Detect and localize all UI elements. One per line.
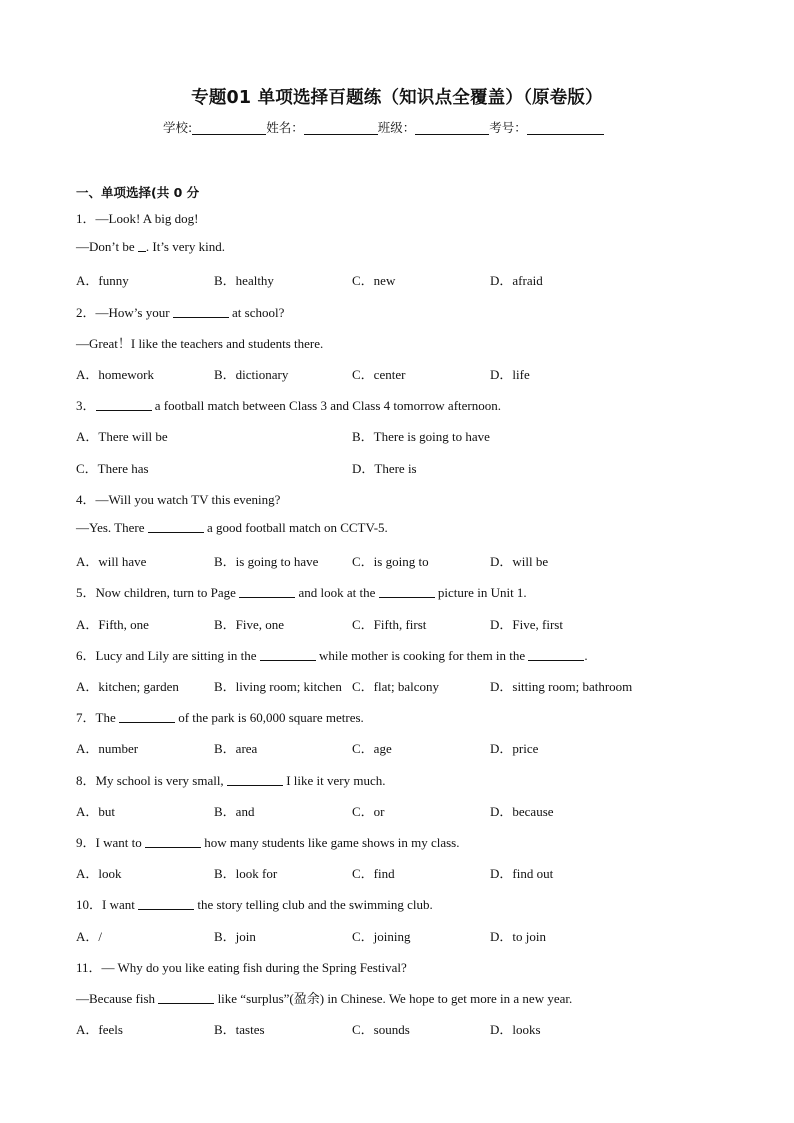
q6-option-b[interactable]: B．living room; kitchen bbox=[214, 679, 342, 694]
q10-option-b[interactable]: B．join bbox=[214, 929, 256, 944]
question-11-stem: 11．— Why do you like eating fish during the Spring Festival? bbox=[76, 960, 407, 975]
q3-text-post: a football match between Class 3 and Class 4 tomorrow afternoon. bbox=[151, 398, 501, 413]
class-blank[interactable] bbox=[415, 120, 489, 135]
q11-option-a[interactable]: A．feels bbox=[76, 1022, 123, 1037]
q3-option-d[interactable]: D．There is bbox=[352, 461, 417, 476]
q10-option-a[interactable]: A．/ bbox=[76, 929, 103, 944]
answer-blank bbox=[379, 585, 435, 598]
q11-text-post: like “surplus”(盈余) in Chinese. We hope to get more in a new year. bbox=[214, 991, 573, 1006]
q9-option-d[interactable]: D．find out bbox=[490, 866, 554, 881]
q7-text-pre: 7．The bbox=[76, 710, 119, 725]
question-2-line2: —Great！I like the teachers and students there. bbox=[76, 336, 324, 351]
q10-option-c[interactable]: C．joining bbox=[352, 929, 411, 944]
q9-option-b[interactable]: B．look for bbox=[214, 866, 278, 881]
q11-option-d[interactable]: D．looks bbox=[490, 1022, 541, 1037]
q2-option-d[interactable]: D．life bbox=[490, 367, 530, 382]
answer-blank bbox=[239, 585, 295, 598]
q5-option-d[interactable]: D．Five, first bbox=[490, 617, 563, 632]
q7-option-d[interactable]: D．price bbox=[490, 741, 539, 756]
exam-no-blank[interactable] bbox=[527, 120, 604, 135]
exam-no-label: 考号： bbox=[489, 120, 527, 135]
q2-option-b[interactable]: B．dictionary bbox=[214, 367, 289, 382]
q8-option-c[interactable]: C．or bbox=[352, 804, 385, 819]
question-8-stem bbox=[76, 770, 385, 789]
q4-option-b[interactable]: B．is going to have bbox=[214, 554, 319, 569]
answer-blank bbox=[528, 648, 584, 661]
q4-option-c[interactable]: C．is going to bbox=[352, 554, 429, 569]
q5-option-c[interactable]: C．Fifth, first bbox=[352, 617, 427, 632]
section-title: 一、单项选择(共 0 分 bbox=[76, 185, 200, 200]
question-4-line2 bbox=[76, 520, 388, 536]
class-label: 班级： bbox=[377, 120, 416, 135]
q3-text-pre: 3． bbox=[76, 398, 96, 413]
school-label: 学校: bbox=[163, 120, 193, 135]
q4-option-d[interactable]: D．will be bbox=[490, 554, 549, 569]
question-9-stem bbox=[76, 832, 460, 851]
answer-blank bbox=[138, 897, 194, 910]
q7-text-post: of the park is 60,000 square metres. bbox=[174, 710, 364, 725]
q2-text-pre: 2．—How’s your bbox=[76, 305, 173, 320]
q4-text-post: a good football match on CCTV-5. bbox=[203, 520, 388, 535]
q9-text-post: how many students like game shows in my class. bbox=[200, 835, 460, 850]
q6-text-pre: 6．Lucy and Lily are sitting in the bbox=[76, 648, 260, 663]
q3-option-c[interactable]: C．There has bbox=[76, 461, 149, 476]
q10-text-post: the story telling club and the swimming club. bbox=[194, 897, 433, 912]
q11-option-c[interactable]: C．sounds bbox=[352, 1022, 410, 1037]
q4-text-pre: —Yes. There bbox=[76, 520, 148, 535]
answer-blank bbox=[227, 773, 283, 786]
answer-blank bbox=[260, 648, 316, 661]
question-6-stem bbox=[76, 645, 588, 664]
q4-option-a[interactable]: A．will have bbox=[76, 554, 147, 569]
question-1-stem: 1．—Look! A big dog! bbox=[76, 211, 199, 226]
q8-option-b[interactable]: B．and bbox=[214, 804, 255, 819]
q2-option-a[interactable]: A．homework bbox=[76, 367, 154, 382]
q5-option-a[interactable]: A．Fifth, one bbox=[76, 617, 149, 632]
name-blank[interactable] bbox=[304, 120, 378, 135]
q6-option-a[interactable]: A．kitchen; garden bbox=[76, 679, 179, 694]
q1-option-c[interactable]: C．new bbox=[352, 273, 396, 288]
q7-option-b[interactable]: B．area bbox=[214, 741, 258, 756]
question-4-stem: 4．—Will you watch TV this evening? bbox=[76, 492, 281, 507]
student-info-line bbox=[163, 118, 604, 136]
q2-text-post: at school? bbox=[228, 305, 285, 320]
q5-text-post: picture in Unit 1. bbox=[434, 585, 527, 600]
q3-option-b[interactable]: B．There is going to have bbox=[352, 429, 490, 444]
answer-blank bbox=[119, 710, 175, 723]
q11-option-b[interactable]: B．tastes bbox=[214, 1022, 265, 1037]
q5-text-mid: and look at the bbox=[295, 585, 379, 600]
q8-text-post: I like it very much. bbox=[282, 773, 386, 788]
answer-blank bbox=[145, 835, 201, 848]
question-1-line2 bbox=[76, 239, 225, 255]
q1-text-pre: —Don’t be bbox=[76, 239, 138, 254]
name-label: 姓名： bbox=[266, 120, 304, 135]
answer-blank bbox=[138, 239, 146, 252]
q3-option-a[interactable]: A．There will be bbox=[76, 429, 168, 444]
question-2-stem bbox=[76, 302, 284, 321]
q9-option-c[interactable]: C．find bbox=[352, 866, 395, 881]
q1-option-a[interactable]: A．funny bbox=[76, 273, 129, 288]
question-7-stem bbox=[76, 707, 364, 726]
q5-option-b[interactable]: B．Five, one bbox=[214, 617, 285, 632]
q7-option-a[interactable]: A．number bbox=[76, 741, 139, 756]
answer-blank bbox=[96, 398, 152, 411]
q9-text-pre: 9．I want to bbox=[76, 835, 145, 850]
q10-text-pre: 10．I want bbox=[76, 897, 139, 912]
answer-blank bbox=[158, 991, 214, 1004]
q8-option-a[interactable]: A．but bbox=[76, 804, 116, 819]
q8-text-pre: 8．My school is very small, bbox=[76, 773, 227, 788]
q2-option-c[interactable]: C．center bbox=[352, 367, 406, 382]
q6-text-mid: while mother is cooking for them in the bbox=[315, 648, 529, 663]
q9-option-a[interactable]: A．look bbox=[76, 866, 122, 881]
answer-blank bbox=[173, 305, 229, 318]
q1-option-b[interactable]: B．healthy bbox=[214, 273, 274, 288]
question-3-stem bbox=[76, 395, 501, 414]
q7-option-c[interactable]: C．age bbox=[352, 741, 392, 756]
q6-option-d[interactable]: D．sitting room; bathroom bbox=[490, 679, 633, 694]
q5-text-pre: 5．Now children, turn to Page bbox=[76, 585, 240, 600]
q1-option-d[interactable]: D．afraid bbox=[490, 273, 543, 288]
q8-option-d[interactable]: D．because bbox=[490, 804, 554, 819]
q10-option-d[interactable]: D．to join bbox=[490, 929, 546, 944]
school-blank[interactable] bbox=[192, 120, 266, 135]
q1-text-post: . It’s very kind. bbox=[145, 239, 225, 254]
q6-text-post: . bbox=[584, 648, 588, 663]
question-10-stem bbox=[76, 894, 433, 913]
page-title: 专题01 单项选择百题练（知识点全覆盖）（原卷版） bbox=[191, 88, 603, 108]
question-11-line2 bbox=[76, 988, 572, 1007]
question-5-stem bbox=[76, 582, 527, 601]
q11-text-pre: —Because fish bbox=[76, 991, 159, 1006]
q6-option-c[interactable]: C．flat; balcony bbox=[352, 679, 440, 694]
answer-blank bbox=[148, 520, 204, 533]
